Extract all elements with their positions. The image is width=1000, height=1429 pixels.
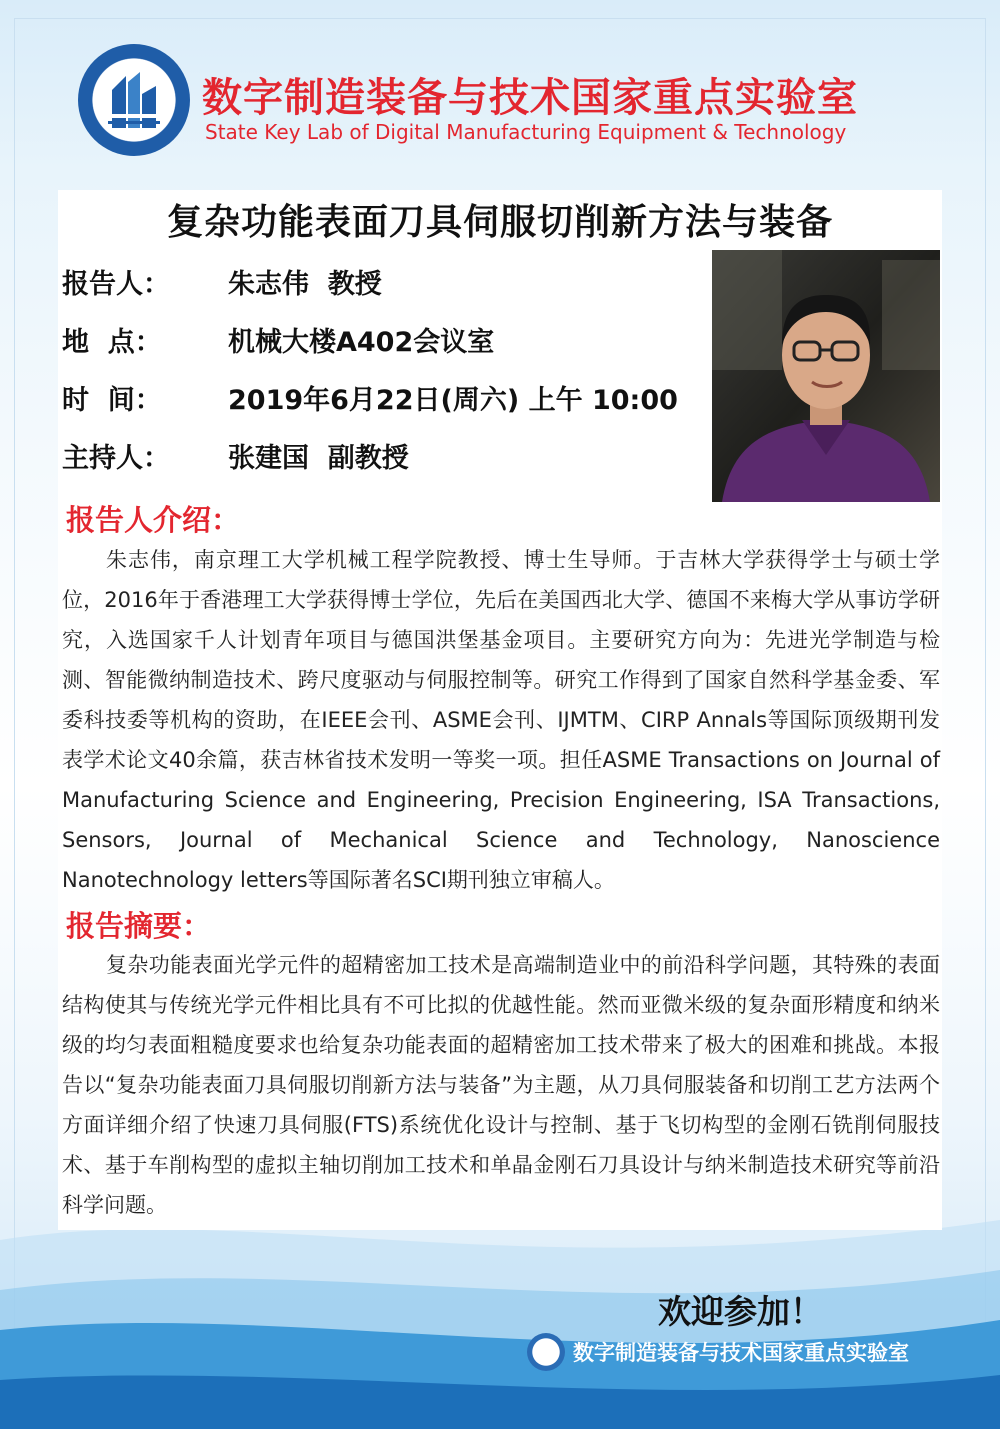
talk-title: 复杂功能表面刀具伺服切削新方法与装备 xyxy=(166,202,833,243)
time-label: 时 间： xyxy=(62,385,162,416)
bio-paragraph: 朱志伟，南京理工大学机械工程学院教授、博士生导师。于吉林大学获得学士与硕士学位，2016年于香港理工大学获得博士学位，先后在美国西北大学、德国不来梅大学从事访学研究，入选国家千人计划青年项目与德国洪堡基金项目。主要研究方向为：先进光学制造与检测、智能微纳制造技术、跨尺度驱动与伺服控制等。研究工作得到了国家自然科学基金委、军委科技委等机构的资助，在IEEE会刊、ASME会刊、IJMTM、CIRP Annals等国际顶级期刊发表学术论文40余篇，获吉林省技术发明一等奖一项。担任ASME Transactions on Journal of Manufacturing Science and Engineering, Precision Engineering, ISA Transactions, Sensors, Journal of Mechanical Science and Technology, Nanoscience Nanotechnology letters等国际著名SCI期刊独立审稿人。 xyxy=(62,548,940,892)
footer-emblem-icon xyxy=(527,1333,565,1371)
host-label: 主持人： xyxy=(62,443,170,474)
speaker-label: 报告人： xyxy=(62,269,170,300)
footer-lab-name: 数字制造装备与技术国家重点实验室 xyxy=(573,1341,909,1365)
time-value: 2019年6月22日(周六) 上午 10:00 xyxy=(228,385,678,416)
abstract-text xyxy=(62,945,940,1225)
venue-value: 机械大楼A402会议室 xyxy=(228,327,495,358)
venue-label: 地 点： xyxy=(62,327,162,358)
speaker-value: 朱志伟 教授 xyxy=(228,269,382,300)
bio-text xyxy=(62,540,940,900)
speaker-photo xyxy=(712,250,940,502)
lab-name-cn: 数字制造装备与技术国家重点实验室 xyxy=(202,75,858,121)
welcome-text: 欢迎参加！ xyxy=(658,1292,823,1331)
abstract-heading: 报告摘要： xyxy=(66,909,212,943)
bio-heading: 报告人介绍： xyxy=(66,503,241,537)
lab-emblem-icon xyxy=(78,44,190,156)
lab-name-en: State Key Lab of Digital Manufacturing Equipment & Technology xyxy=(205,120,847,144)
host-value: 张建国 副教授 xyxy=(228,443,409,474)
abstract-paragraph: 复杂功能表面光学元件的超精密加工技术是高端制造业中的前沿科学问题，其特殊的表面结构使其与传统光学元件相比具有不可比拟的优越性能。然而亚微米级的复杂面形精度和纳米级的均匀表面粗糙度要求也给复杂功能表面的超精密加工技术带来了极大的困难和挑战。本报告以“复杂功能表面刀具伺服切削新方法与装备”为主题，从刀具伺服装备和切削工艺方法两个方面详细介绍了快速刀具伺服(FTS)系统优化设计与控制、基于飞切构型的金刚石铣削伺服技术、基于车削构型的虚拟主轴切削加工技术和单晶金刚石刀具设计与纳米制造技术研究等前沿科学问题。 xyxy=(62,953,940,1217)
